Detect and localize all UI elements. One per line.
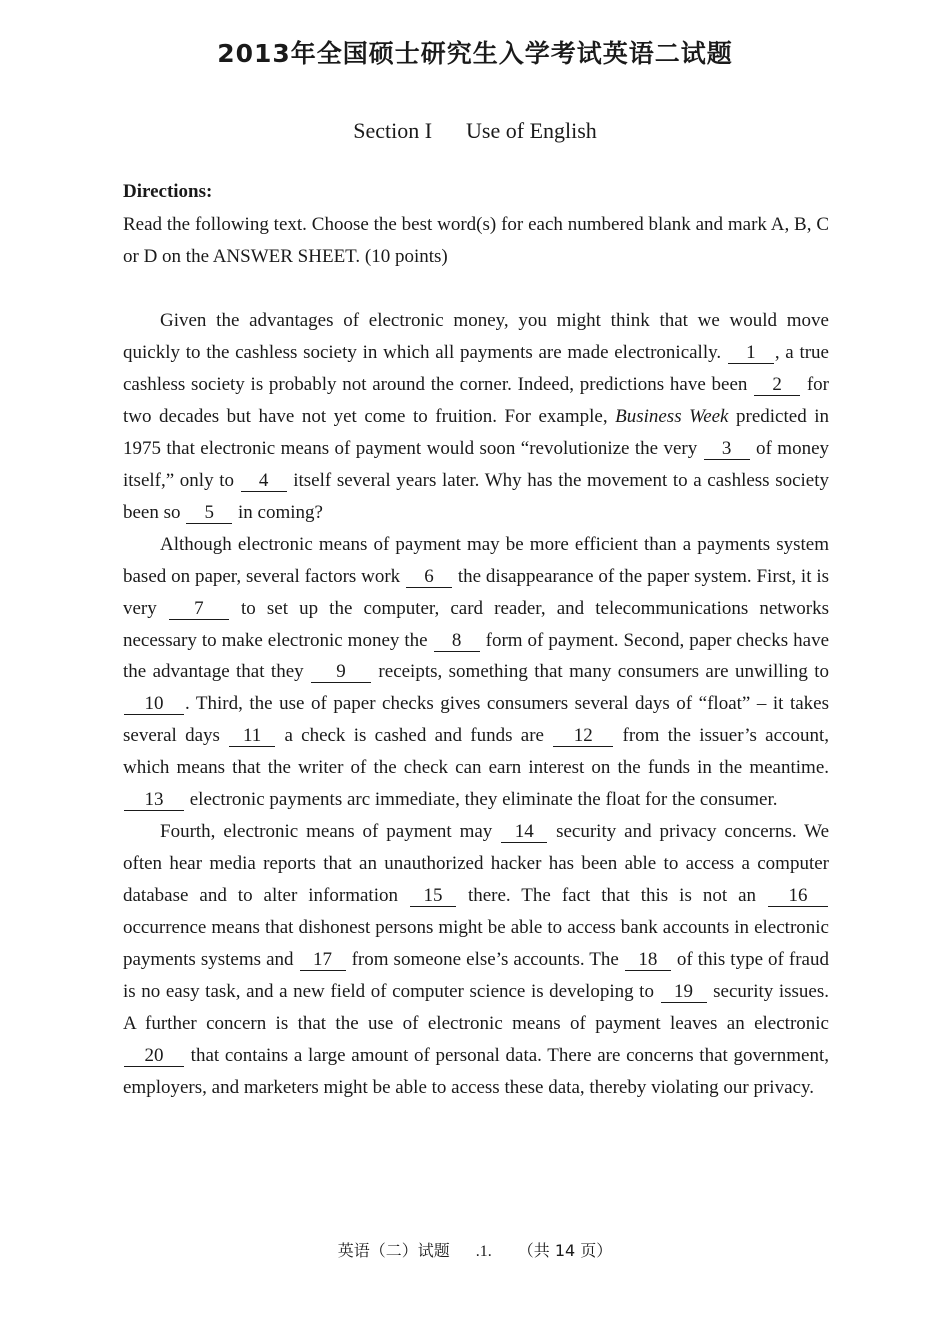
blank-1: 1 <box>728 343 774 364</box>
passage-text: from someone else’s accounts. The <box>346 949 624 971</box>
passage-text: . Third, the use of paper checks gives consumers several days of “float” – it takes several days <box>123 693 829 747</box>
passage-text: to set up the computer, card reader, and telecommunications networks necessary to make electronic money the <box>123 597 829 651</box>
section-heading <box>0 118 950 144</box>
directions-label: Directions: <box>123 181 213 202</box>
passage-text: predicted in 1975 that electronic means of payment would soon “revolutionize the very <box>123 405 829 459</box>
passage-text: there. The fact that this is not an <box>456 885 767 907</box>
blank-4: 4 <box>241 471 287 492</box>
passage-text: of this type of fraud is no easy task, and a new field of computer science is developing to <box>123 949 829 1003</box>
blank-8: 8 <box>434 631 480 652</box>
footer-subject: 英语（二）试题 <box>337 1241 450 1260</box>
passage-text: security and privacy concerns. We often hear media reports that an unauthorized hacker has been able to access a computer database and to alter information <box>123 821 829 907</box>
passage-text: , a true cashless society is probably not around the corner. Indeed, predictions have been <box>123 341 829 395</box>
passage-text: security issues. A further concern is that the use of electronic means of payment leaves an electronic <box>123 981 829 1034</box>
paragraph-3 <box>123 816 829 1104</box>
blank-17: 17 <box>300 950 346 971</box>
footer-page-number: .1. <box>475 1243 492 1260</box>
source-title: Business Week <box>615 405 729 427</box>
blank-11: 11 <box>229 726 275 747</box>
passage-text: occurrence means that dishonest persons might be able to access bank accounts in electronic payments systems and <box>123 917 829 971</box>
passage-text: that contains a large amount of personal data. There are concerns that government, employers, and marketers might be able to access these data, thereby violating our privacy. <box>123 1044 829 1098</box>
blank-7: 7 <box>169 599 229 620</box>
blank-5: 5 <box>186 503 232 524</box>
passage-text: Given the advantages of electronic money, you might think that we would move quickly to the cashless society in which all payments are made electronically. <box>123 310 829 363</box>
section-label: Section I <box>353 118 433 143</box>
passage-text: Fourth, electronic means of payment may <box>160 821 501 843</box>
blank-20: 20 <box>124 1046 184 1067</box>
passage-text: form of payment. Second, paper checks have the advantage that they <box>123 629 829 683</box>
passage-text: for two decades but have not yet come to fruition. For example, <box>123 373 829 427</box>
passage <box>123 305 829 1104</box>
blank-10: 10 <box>124 694 184 715</box>
footer-page-total: （共 14 页） <box>517 1241 613 1260</box>
section-name: Use of English <box>466 118 597 143</box>
passage-text: the disappearance of the paper system. First, it is very <box>123 565 829 619</box>
passage-text: of money itself,” only to <box>123 437 830 491</box>
blank-14: 14 <box>501 822 547 843</box>
blank-15: 15 <box>410 886 456 907</box>
blank-16: 16 <box>768 886 828 907</box>
blank-2: 2 <box>754 375 800 396</box>
blank-13: 13 <box>124 790 184 811</box>
blank-12: 12 <box>553 726 613 747</box>
passage-text: electronic payments arc immediate, they eliminate the float for the consumer. <box>185 789 778 811</box>
directions-text: Read the following text. Choose the best word(s) for each numbered blank and mark A, B, C or D on the ANSWER SHEET. (10 points) <box>123 214 829 267</box>
blank-18: 18 <box>625 950 671 971</box>
passage-text: itself several years later. Why has the movement to a cashless society been so <box>123 469 830 523</box>
passage-text: in coming? <box>233 501 323 523</box>
blank-3: 3 <box>704 439 750 460</box>
blank-6: 6 <box>406 567 452 588</box>
passage-text: receipts, something that many consumers are unwilling to <box>372 661 829 683</box>
paragraph-1 <box>123 305 829 529</box>
passage-text: Although electronic means of payment may be more efficient than a payments system based on paper, several factors work <box>123 533 829 587</box>
passage-text: from the issuer’s account, which means that the writer of the check can earn interest on the funds in the meantime. <box>123 725 829 779</box>
passage-text: a check is cashed and funds are <box>276 725 553 747</box>
blank-9: 9 <box>311 662 371 683</box>
page-footer <box>0 1238 950 1261</box>
page-title: 2013年全国硕士研究生入学考试英语二试题 <box>217 39 733 68</box>
blank-19: 19 <box>661 982 707 1003</box>
paragraph-2 <box>123 529 829 817</box>
